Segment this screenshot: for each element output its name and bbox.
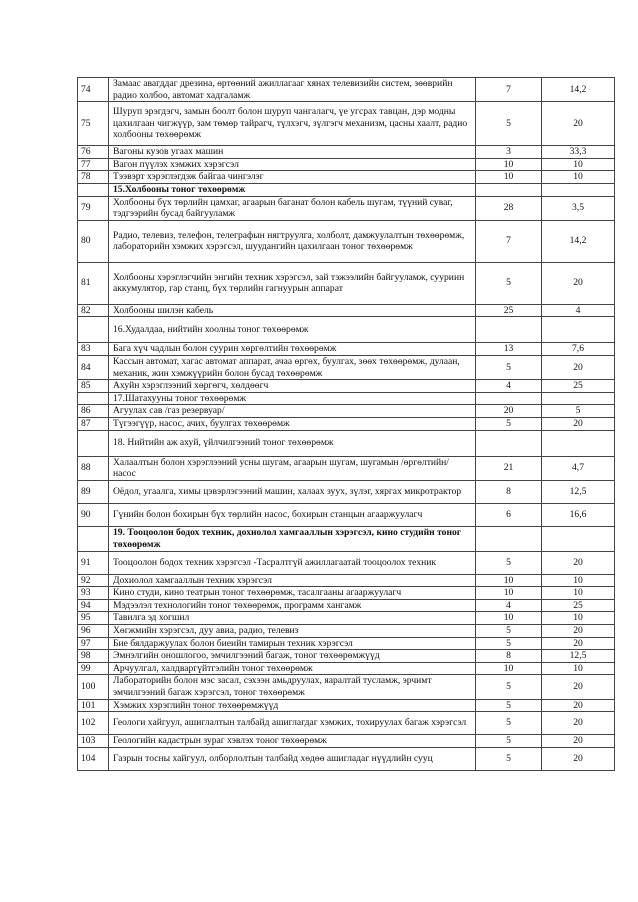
asset-description: Бага хүч чадлын болон суурин хөргөлтийн төхөөрөмж: [109, 343, 476, 356]
section-header-row: [78, 430, 615, 456]
row-number: 102: [78, 712, 109, 735]
asset-description: Геологийн кадастрын зураг хэвлэх тоног төхөөрөмж: [109, 735, 476, 748]
asset-description: Ахуйн хэрэглээний хөргөгч, хөлдөөгч: [109, 380, 476, 393]
table-row: [78, 637, 615, 650]
useful-life-years: 5: [476, 102, 542, 146]
useful-life-years: 7: [476, 220, 542, 262]
depreciation-rate: 20: [542, 747, 615, 770]
useful-life-years: 10: [476, 158, 542, 171]
table-row: [78, 747, 615, 770]
depreciation-rate: 10: [542, 612, 615, 625]
useful-life-years: 28: [476, 196, 542, 220]
row-number: 103: [78, 735, 109, 748]
row-number: 76: [78, 146, 109, 159]
depreciation-rate: 20: [542, 712, 615, 735]
table-row: [78, 735, 615, 748]
row-number: 88: [78, 456, 109, 480]
useful-life-years: [476, 183, 542, 196]
section-header-row: [78, 526, 615, 551]
depreciation-rate: 20: [542, 699, 615, 712]
useful-life-years: 5: [476, 747, 542, 770]
row-number: 78: [78, 171, 109, 184]
asset-description: Радио, телевиз, телефон, телеграфын нягтруулга, холболт, дамжуулалтын төхөөрөмж, лабораторийн хэмжих хэрэгсэл, шуудангийн цахилгаан тоног төхөөрөмж: [109, 220, 476, 262]
asset-description: Тавилга эд хогшил: [109, 612, 476, 625]
useful-life-years: 6: [476, 503, 542, 526]
depreciation-rate: [542, 526, 615, 551]
depreciation-rate: 5: [542, 405, 615, 418]
row-number: [78, 317, 109, 343]
depreciation-rate: [542, 392, 615, 405]
asset-description: Тээвэрт хэрэглэгдэж байгаа чингэлэг: [109, 171, 476, 184]
depreciation-rate: 16,6: [542, 503, 615, 526]
row-number: [78, 183, 109, 196]
table-row: [78, 612, 615, 625]
table-row: [78, 196, 615, 220]
depreciation-rate: 10: [542, 171, 615, 184]
depreciation-rate: 12,5: [542, 650, 615, 663]
depreciation-rate: 25: [542, 599, 615, 612]
asset-description: 17.Шатахууны тоног төхөөрөмж: [109, 392, 476, 405]
table-row: [78, 503, 615, 526]
row-number: 90: [78, 503, 109, 526]
asset-description: Халаалтын болон хэрэглээний усны шугам, агаарын шугам, шугамын /өргөлтийн/ насос: [109, 456, 476, 480]
depreciation-rate: 20: [542, 675, 615, 699]
row-number: 95: [78, 612, 109, 625]
row-number: 96: [78, 625, 109, 638]
asset-description: Тооцоолон бодох техник хэрэгсэл -Тасралтгүй ажиллагаатай тооцоолох техник: [109, 551, 476, 574]
row-number: 93: [78, 587, 109, 600]
row-number: [78, 430, 109, 456]
depreciation-rate: 10: [542, 587, 615, 600]
row-number: 94: [78, 599, 109, 612]
useful-life-years: [476, 317, 542, 343]
section-header-row: [78, 317, 615, 343]
asset-description: Эмнэлгийн оношлогоо, эмчилгээний багаж, тоног төхөөрөмжүүд: [109, 650, 476, 663]
asset-description: Гүнийн болон бохирын бүх төрлийн насос, бохирын станцын агааржуулагч: [109, 503, 476, 526]
table-row: [78, 343, 615, 356]
useful-life-years: 8: [476, 480, 542, 503]
table-body: [78, 78, 615, 771]
table-row: [78, 662, 615, 675]
depreciation-rate: [542, 430, 615, 456]
useful-life-years: [476, 430, 542, 456]
table-row: [78, 220, 615, 262]
table-row: [78, 146, 615, 159]
table-row: [78, 574, 615, 587]
row-number: 81: [78, 262, 109, 304]
useful-life-years: 5: [476, 735, 542, 748]
depreciation-rate: 20: [542, 551, 615, 574]
useful-life-years: 5: [476, 262, 542, 304]
depreciation-rate: 4,7: [542, 456, 615, 480]
useful-life-years: 10: [476, 171, 542, 184]
depreciation-rate: 10: [542, 574, 615, 587]
depreciation-rate: 10: [542, 662, 615, 675]
asset-description: Мэдээлэл технологийн тоног төхөөрөмж, программ хангамж: [109, 599, 476, 612]
table-row: [78, 102, 615, 146]
asset-description: Холбооны шилэн кабель: [109, 304, 476, 317]
table-row: [78, 675, 615, 699]
useful-life-years: 5: [476, 637, 542, 650]
asset-description: Вагоны кузов угаах машин: [109, 146, 476, 159]
asset-description: Холбооны хэрэглэгчийн энгийн техник хэрэгсэл, зай тэжээлийн байгууламж, сууриин аккумулятор, гар станц, бүх төрлийн гагнуурын аппарат: [109, 262, 476, 304]
asset-description: Дохиолол хамгааллын техник хэрэгсэл: [109, 574, 476, 587]
row-number: 77: [78, 158, 109, 171]
asset-description: Газрын тосны хайгуул, олборлолтын талбайд хөдөө ашигладаг нүүдлийн сууц: [109, 747, 476, 770]
useful-life-years: 21: [476, 456, 542, 480]
depreciation-rate: 10: [542, 158, 615, 171]
depreciation-table: [77, 77, 615, 771]
table-row: [78, 625, 615, 638]
useful-life-years: 13: [476, 343, 542, 356]
row-number: 99: [78, 662, 109, 675]
row-number: [78, 392, 109, 405]
depreciation-rate: 7,6: [542, 343, 615, 356]
table-row: [78, 587, 615, 600]
row-number: 85: [78, 380, 109, 393]
useful-life-years: 5: [476, 712, 542, 735]
asset-description: Агуулах сав /газ резервуар/: [109, 405, 476, 418]
asset-description: Бие бялдаржуулах болон биеийн тамирын техник хэрэгсэл: [109, 637, 476, 650]
section-header-row: [78, 183, 615, 196]
useful-life-years: 4: [476, 599, 542, 612]
depreciation-rate: [542, 183, 615, 196]
asset-description: Холбооны бүх төрлийн цамхаг, агаарын баганат болон кабель шугам, түүний суваг, тэдгээрийн бусад байгууламж: [109, 196, 476, 220]
depreciation-rate: 20: [542, 102, 615, 146]
asset-description: 18. Нийтийн аж ахуй, үйлчилгээний тоног төхөөрөмж: [109, 430, 476, 456]
table-row: [78, 405, 615, 418]
depreciation-rate: 33,3: [542, 146, 615, 159]
row-number: 92: [78, 574, 109, 587]
useful-life-years: 25: [476, 304, 542, 317]
table-row: [78, 456, 615, 480]
table-row: [78, 78, 615, 102]
table-row: [78, 712, 615, 735]
useful-life-years: 10: [476, 574, 542, 587]
table-row: [78, 417, 615, 430]
depreciation-rate: 4: [542, 304, 615, 317]
asset-description: Түгээгүүр, насос, ачих, буулгах төхөөрөмж: [109, 417, 476, 430]
table-row: [78, 551, 615, 574]
depreciation-rate: 20: [542, 625, 615, 638]
useful-life-years: 5: [476, 675, 542, 699]
row-number: 84: [78, 355, 109, 379]
useful-life-years: 7: [476, 78, 542, 102]
asset-description: 16.Худалдаа, нийтийн хоолны тоног төхөөрөмж: [109, 317, 476, 343]
useful-life-years: 5: [476, 625, 542, 638]
useful-life-years: 5: [476, 699, 542, 712]
row-number: 80: [78, 220, 109, 262]
depreciation-rate: 14,2: [542, 78, 615, 102]
asset-description: Вагон пүүлэх хэмжих хэрэгсэл: [109, 158, 476, 171]
table-row: [78, 171, 615, 184]
row-number: 74: [78, 78, 109, 102]
useful-life-years: [476, 392, 542, 405]
asset-description: Лабораторийн болон мэс засал, сэхээн амьдруулах, яаралтай тусламж, эрчимт эмчилгээний багаж хэрэгсэл, тоног төхөөрөмж: [109, 675, 476, 699]
depreciation-rate: 14,2: [542, 220, 615, 262]
row-number: 79: [78, 196, 109, 220]
section-header-row: [78, 392, 615, 405]
depreciation-rate: 25: [542, 380, 615, 393]
depreciation-rate: 20: [542, 355, 615, 379]
row-number: 89: [78, 480, 109, 503]
row-number: 83: [78, 343, 109, 356]
useful-life-years: 3: [476, 146, 542, 159]
row-number: 91: [78, 551, 109, 574]
row-number: 98: [78, 650, 109, 663]
table-row: [78, 355, 615, 379]
row-number: 75: [78, 102, 109, 146]
table-row: [78, 380, 615, 393]
useful-life-years: 20: [476, 405, 542, 418]
row-number: 86: [78, 405, 109, 418]
row-number: 97: [78, 637, 109, 650]
table-row: [78, 158, 615, 171]
row-number: 82: [78, 304, 109, 317]
table-row: [78, 699, 615, 712]
asset-description: Оёдол, угаалга, химы цэвэрлэгээний машин, халаах зуух, зүлэг, хяргах микротрактор: [109, 480, 476, 503]
asset-description: Кино студи, кино театрын тоног төхөөрөмж, тасалгааны агааржуулагч: [109, 587, 476, 600]
row-number: 104: [78, 747, 109, 770]
row-number: [78, 526, 109, 551]
depreciation-rate: 3,5: [542, 196, 615, 220]
table-row: [78, 304, 615, 317]
asset-description: Кассын автомат, хагас автомат аппарат, ачаа өргөх, буулгах, зөөх төхөөрөмж, дулаан, механик, жин хэмжүүрийн болон бусад төхөөрөмж: [109, 355, 476, 379]
useful-life-years: 5: [476, 417, 542, 430]
table-row: [78, 262, 615, 304]
useful-life-years: 10: [476, 612, 542, 625]
asset-description: Арчуулгал, халдваргүйтгэлийн тоног төхөөрөмж: [109, 662, 476, 675]
table-row: [78, 650, 615, 663]
row-number: 101: [78, 699, 109, 712]
useful-life-years: 4: [476, 380, 542, 393]
useful-life-years: 5: [476, 551, 542, 574]
useful-life-years: 8: [476, 650, 542, 663]
depreciation-rate: 20: [542, 262, 615, 304]
depreciation-rate: 20: [542, 417, 615, 430]
asset-description: Шуруп эрэгдэгч, замын боолт болон шуруп чангалагч, үе угсрах тавцан, дэр модны цахилгаан чигжүүр, зам төмөр тайрагч, түлхэгч, зүлгэгч механизм, цасны хаалт, радио холбооны төхөөрөмж: [109, 102, 476, 146]
useful-life-years: 10: [476, 587, 542, 600]
depreciation-rate: 12,5: [542, 480, 615, 503]
row-number: 100: [78, 675, 109, 699]
depreciation-rate: 20: [542, 637, 615, 650]
useful-life-years: 5: [476, 355, 542, 379]
asset-description: Хөгжмийн хэрэгсэл, дуу авиа, радио, телевиз: [109, 625, 476, 638]
depreciation-rate: 20: [542, 735, 615, 748]
asset-description: Геологи хайгуул, ашиглалтын талбайд ашиглагдаг хэмжих, тохируулах багаж хэрэгсэл: [109, 712, 476, 735]
asset-description: Хэмжих хэрэглийн тоног төхөөрөмжүүд: [109, 699, 476, 712]
useful-life-years: [476, 526, 542, 551]
asset-description: 19. Тооцоолон бодох техник, дохиолол хамгааллын хэрэгсэл, кино студийн тоног төхөөрөмж: [109, 526, 476, 551]
useful-life-years: 10: [476, 662, 542, 675]
row-number: 87: [78, 417, 109, 430]
table-row: [78, 599, 615, 612]
table-row: [78, 480, 615, 503]
asset-description: Замаас авагддаг дрезина, өртөөний ажиллагааг хянах телевизийн систем, зөөврийн радио холбоо, автомат хадгаламж: [109, 78, 476, 102]
depreciation-rate: [542, 317, 615, 343]
asset-description: 15.Холбооны тоног төхөөрөмж: [109, 183, 476, 196]
